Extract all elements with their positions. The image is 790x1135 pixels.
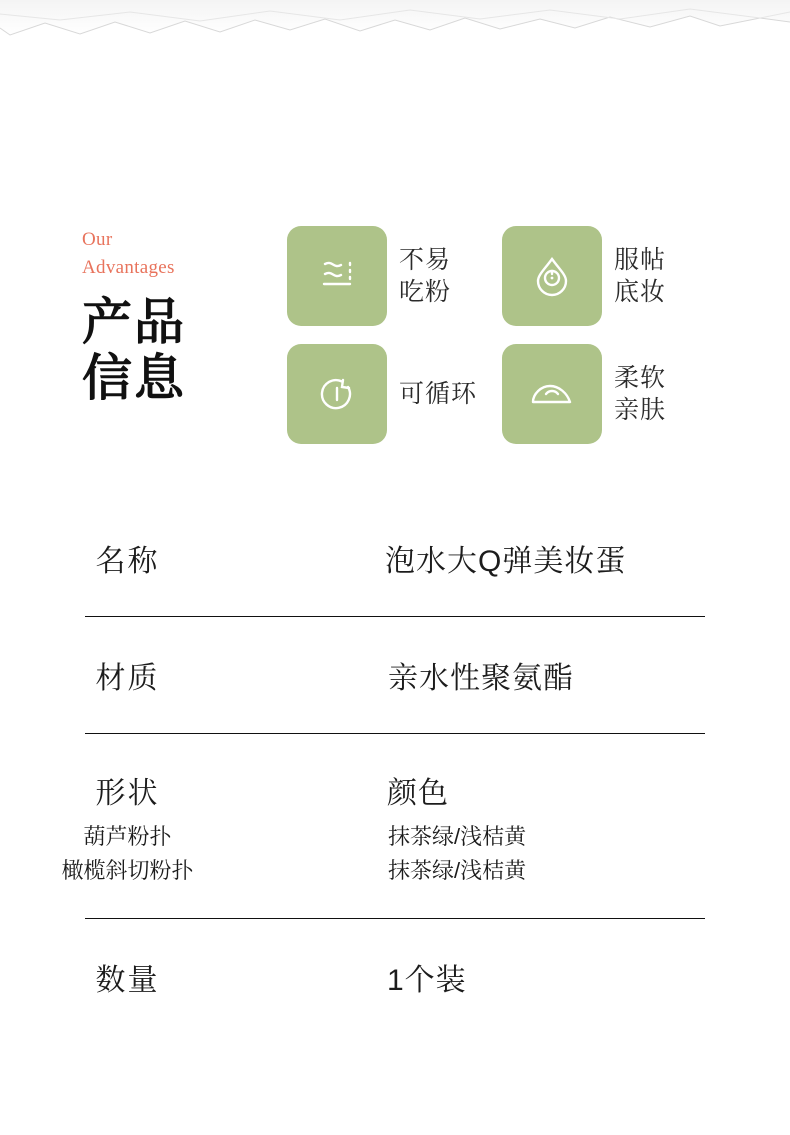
droplet-gauge-icon (502, 226, 602, 326)
table-row-name (0, 500, 790, 616)
torn-paper-edge (0, 0, 790, 46)
advantage-label-line1: 柔软 (614, 364, 667, 392)
recycle-icon (287, 344, 387, 444)
advantages-grid (287, 226, 717, 462)
table-row-shape-color-header (0, 734, 790, 820)
advantage-label-line2: 亲肤 (614, 396, 667, 424)
table-row-material (0, 617, 790, 733)
advantages-row (287, 344, 717, 444)
row-label: 材质 (95, 662, 160, 695)
heading-cn (82, 294, 272, 406)
advantage-label-line1: 可循环 (399, 380, 478, 408)
row-label: 名称 (95, 545, 160, 578)
advantage-item-reusable (287, 344, 502, 444)
advantages-section (0, 210, 790, 460)
heading-cn-line1: 产品 (82, 294, 186, 350)
row-value: 泡水大Q弹美妆蛋 (385, 545, 627, 578)
color-item: 抹茶绿/浅桔黄 (388, 858, 527, 883)
advantage-item-soft-skin-friendly (502, 344, 717, 444)
advantage-label (614, 362, 666, 426)
advantage-label (399, 378, 477, 410)
heading-en-line2: Advantages (82, 257, 175, 278)
advantage-item-fits-base-makeup (502, 226, 717, 326)
advantages-heading (82, 226, 272, 406)
row-value: 亲水性聚氨酯 (388, 662, 574, 695)
powder-flow-icon (287, 226, 387, 326)
advantage-label-line1: 不易 (399, 246, 452, 274)
advantage-label (399, 244, 451, 308)
table-row-quantity (0, 919, 790, 1035)
advantage-item-no-powder-absorb (287, 226, 502, 326)
product-info-table (0, 500, 790, 1035)
table-row-shape-color-values (0, 820, 790, 918)
heading-en-line1: Our (82, 229, 113, 250)
shape-item: 橄榄斜切粉扑 (61, 858, 194, 883)
advantages-row (287, 226, 717, 326)
color-item: 抹茶绿/浅桔黄 (388, 824, 527, 849)
advantage-label-line1: 服帖 (614, 246, 667, 274)
heading-cn-line2: 信息 (82, 350, 186, 406)
color-list (255, 820, 526, 888)
heading-en (82, 226, 272, 282)
row-label: 数量 (95, 964, 160, 997)
row-label: 形状 (95, 777, 160, 810)
advantage-label-line2: 底妆 (614, 278, 667, 306)
row-value: 颜色 (387, 777, 449, 810)
row-value: 1个装 (387, 964, 467, 997)
soft-cloud-icon (502, 344, 602, 444)
advantage-label-line2: 吃粉 (399, 278, 452, 306)
shape-list (0, 820, 255, 888)
advantage-label (614, 244, 666, 308)
shape-item: 葫芦粉扑 (83, 824, 172, 849)
